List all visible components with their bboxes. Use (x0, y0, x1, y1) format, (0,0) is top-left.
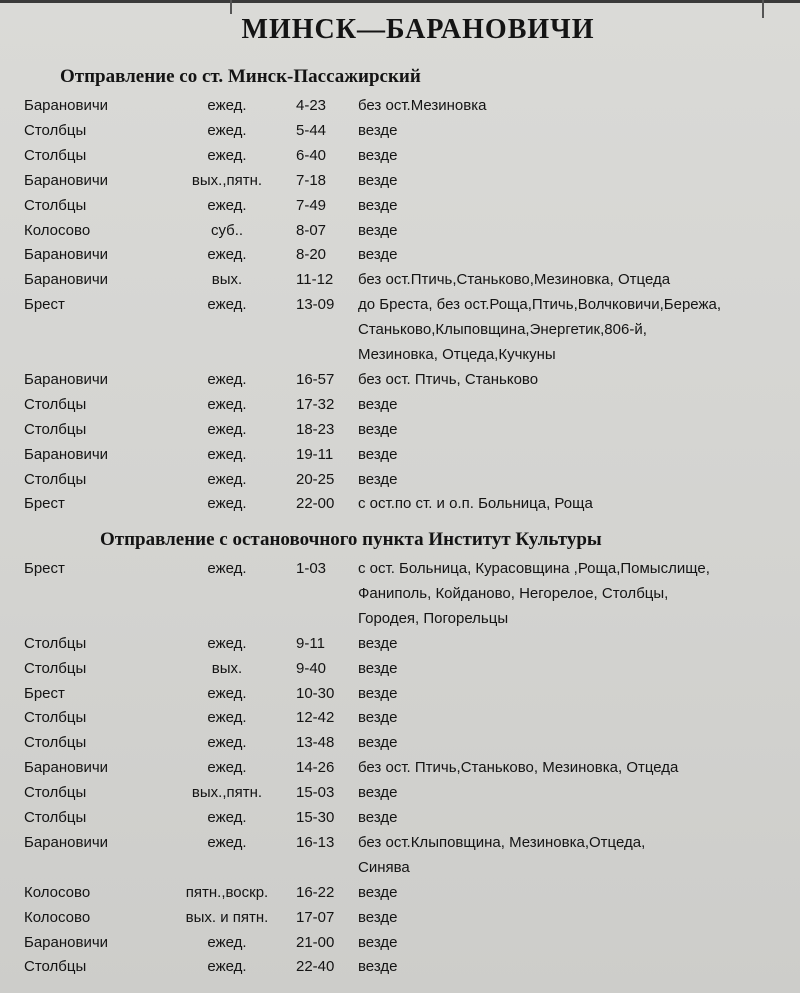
time-cell: 1-03 (296, 560, 327, 577)
table-row (0, 170, 800, 192)
note-cell: без ост.Птичь,Станьково,Мезиновка, Отцеда (358, 271, 671, 289)
note-cell: везде (358, 246, 398, 264)
destination-cell: Барановичи (24, 246, 109, 264)
table-row (0, 195, 800, 217)
destination-cell: Брест (24, 560, 65, 577)
frequency-cell: суб.. (210, 221, 244, 239)
destination-cell: Брест (24, 296, 65, 314)
frequency-cell: ежед. (207, 833, 247, 851)
table-row (0, 683, 800, 705)
destination-cell: Барановичи (24, 833, 109, 851)
destination-cell: Столбцы (24, 146, 87, 164)
destination-cell: Брест (24, 684, 65, 702)
time-cell: 13-48 (296, 734, 335, 752)
frequency-cell: вых.,пятн. (191, 171, 263, 189)
destination-cell: Столбцы (24, 784, 87, 802)
table-row (0, 444, 800, 466)
note-cell: везде (358, 933, 398, 951)
note-cell: везде (358, 221, 398, 239)
time-cell: 15-03 (296, 784, 335, 802)
table-row (0, 956, 800, 978)
frequency-cell: ежед. (207, 495, 247, 513)
frequency-cell: ежед. (207, 97, 247, 114)
time-cell: 17-07 (296, 908, 335, 926)
destination-cell: Барановичи (24, 933, 109, 951)
note-cell: с ост.по ст. и о.п. Больница, Роща (358, 495, 593, 513)
time-cell: 16-22 (296, 883, 335, 901)
table-row (0, 469, 800, 491)
table-row (0, 558, 800, 580)
table-row (0, 493, 800, 515)
frequency-cell: ежед. (207, 933, 247, 951)
table-row (0, 394, 800, 416)
destination-cell: Барановичи (24, 445, 109, 463)
frequency-cell: вых.,пятн. (191, 784, 263, 802)
frequency-cell: ежед. (207, 296, 247, 314)
frequency-cell: ежед. (207, 146, 247, 164)
note-cell: везде (358, 883, 398, 901)
time-cell: 17-32 (296, 395, 335, 413)
note-cell: везде (358, 734, 398, 752)
table-row (0, 95, 800, 117)
frequency-cell: вых. (211, 659, 243, 677)
time-cell: 16-57 (296, 370, 335, 388)
destination-cell: Столбцы (24, 420, 87, 438)
table-row (0, 658, 800, 680)
note-cell: везде (358, 420, 398, 438)
frequency-cell: ежед. (207, 395, 247, 413)
time-cell: 13-09 (296, 296, 335, 314)
note-cell: везде (358, 659, 398, 677)
frequency-cell: ежед. (207, 560, 247, 577)
table-row (0, 882, 800, 904)
time-cell: 21-00 (296, 933, 335, 951)
note-cell: везде (358, 121, 398, 139)
table-row (0, 220, 800, 242)
time-cell: 7-49 (296, 196, 327, 214)
note-cell: без ост.Мезиновка (358, 97, 487, 114)
frequency-cell: ежед. (207, 958, 247, 976)
destination-cell: Барановичи (24, 759, 109, 777)
note-continuation: Городея, Погорельцы (358, 609, 509, 627)
note-cell: везде (358, 146, 398, 164)
frequency-cell: вых. и пятн. (185, 908, 269, 926)
frequency-cell: ежед. (207, 420, 247, 438)
frequency-cell: ежед. (207, 759, 247, 777)
note-continuation: Мезиновка, Отцеда,Кучкуны (358, 346, 556, 363)
destination-cell: Колосово (24, 221, 91, 239)
time-cell: 10-30 (296, 684, 335, 702)
note-cell: везде (358, 958, 398, 976)
table-row (0, 757, 800, 779)
table-row (0, 145, 800, 167)
table-row (0, 633, 800, 655)
destination-cell: Столбцы (24, 121, 87, 139)
destination-cell: Столбцы (24, 958, 87, 976)
time-cell: 22-40 (296, 958, 335, 976)
table-row (0, 707, 800, 729)
frequency-cell: ежед. (207, 196, 247, 214)
time-cell: 16-13 (296, 833, 335, 851)
destination-cell: Столбцы (24, 470, 87, 488)
note-cell: везде (358, 684, 398, 702)
time-cell: 12-42 (296, 709, 335, 727)
destination-cell: Колосово (24, 908, 91, 926)
frequency-cell: пятн.,воскр. (185, 883, 269, 901)
time-cell: 11-12 (296, 271, 334, 289)
note-continuation: Синява (358, 858, 410, 876)
section-heading: Отправление со ст. Минск-Пассажирский (60, 66, 421, 87)
table-row (0, 732, 800, 754)
frequency-cell: ежед. (207, 634, 247, 652)
time-cell: 8-20 (296, 246, 327, 264)
frequency-cell: ежед. (207, 370, 247, 388)
destination-cell: Барановичи (24, 271, 109, 289)
destination-cell: Столбцы (24, 634, 87, 652)
table-row (0, 907, 800, 929)
frequency-cell: ежед. (207, 121, 247, 139)
table-row (0, 932, 800, 954)
time-cell: 20-25 (296, 470, 335, 488)
time-cell: 5-44 (296, 121, 327, 139)
time-cell: 14-26 (296, 759, 335, 777)
time-cell: 4-23 (296, 97, 327, 114)
destination-cell: Барановичи (24, 171, 109, 189)
page-title: МИНСК—БАРАНОВИЧИ (241, 14, 595, 45)
table-row (0, 782, 800, 804)
note-cell: везде (358, 196, 398, 214)
note-cell: везде (358, 709, 398, 727)
frequency-cell: ежед. (207, 809, 247, 826)
table-row (0, 120, 800, 142)
destination-cell: Столбцы (24, 659, 87, 677)
note-cell: везде (358, 908, 398, 926)
table-row (0, 294, 800, 316)
section-heading: Отправление с остановочного пункта Институт Культуры (100, 529, 602, 550)
frequency-cell: ежед. (207, 246, 247, 264)
note-cell: везде (358, 809, 398, 826)
frequency-cell: ежед. (207, 734, 247, 752)
note-cell: везде (358, 445, 398, 463)
frequency-cell: ежед. (207, 445, 247, 463)
table-row (0, 807, 800, 829)
table-row (0, 244, 800, 266)
note-cell: до Бреста, без ост.Роща,Птичь,Волчковичи,Бережа, (358, 296, 722, 314)
note-cell: везде (358, 171, 398, 189)
note-cell: везде (358, 395, 398, 413)
destination-cell: Столбцы (24, 709, 87, 727)
note-cell: с ост. Больница, Курасовщина ,Роща,Помыслище, (358, 560, 710, 577)
destination-cell: Столбцы (24, 734, 87, 752)
time-cell: 9-40 (296, 659, 327, 677)
note-cell: везде (358, 634, 398, 652)
note-continuation: Станьково,Клыповщина,Энергетик,806-й, (358, 321, 647, 339)
note-continuation: Фаниполь, Койданово, Негорелое, Столбцы, (358, 584, 669, 602)
destination-cell: Колосово (24, 883, 91, 901)
destination-cell: Барановичи (24, 97, 109, 114)
destination-cell: Барановичи (24, 370, 109, 388)
note-cell: без ост. Птичь,Станьково, Мезиновка, Отцеда (358, 759, 679, 777)
time-cell: 19-11 (296, 445, 334, 463)
table-row (0, 369, 800, 391)
time-cell: 7-18 (296, 171, 327, 189)
note-cell: везде (358, 784, 398, 802)
frequency-cell: ежед. (207, 709, 247, 727)
time-cell: 9-11 (296, 634, 325, 652)
destination-cell: Столбцы (24, 809, 87, 826)
frequency-cell: ежед. (207, 470, 247, 488)
destination-cell: Брест (24, 495, 65, 513)
time-cell: 15-30 (296, 809, 335, 826)
table-row (0, 832, 800, 854)
destination-cell: Столбцы (24, 196, 87, 214)
time-cell: 22-00 (296, 495, 335, 513)
frequency-cell: ежед. (207, 684, 247, 702)
time-cell: 8-07 (296, 221, 327, 239)
time-cell: 6-40 (296, 146, 327, 164)
note-cell: везде (358, 470, 398, 488)
note-cell: без ост.Клыповщина, Мезиновка,Отцеда, (358, 833, 646, 851)
table-row (0, 269, 800, 291)
frequency-cell: вых. (211, 271, 243, 289)
note-cell: без ост. Птичь, Станьково (358, 370, 539, 388)
table-row (0, 419, 800, 441)
time-cell: 18-23 (296, 420, 335, 438)
destination-cell: Столбцы (24, 395, 87, 413)
